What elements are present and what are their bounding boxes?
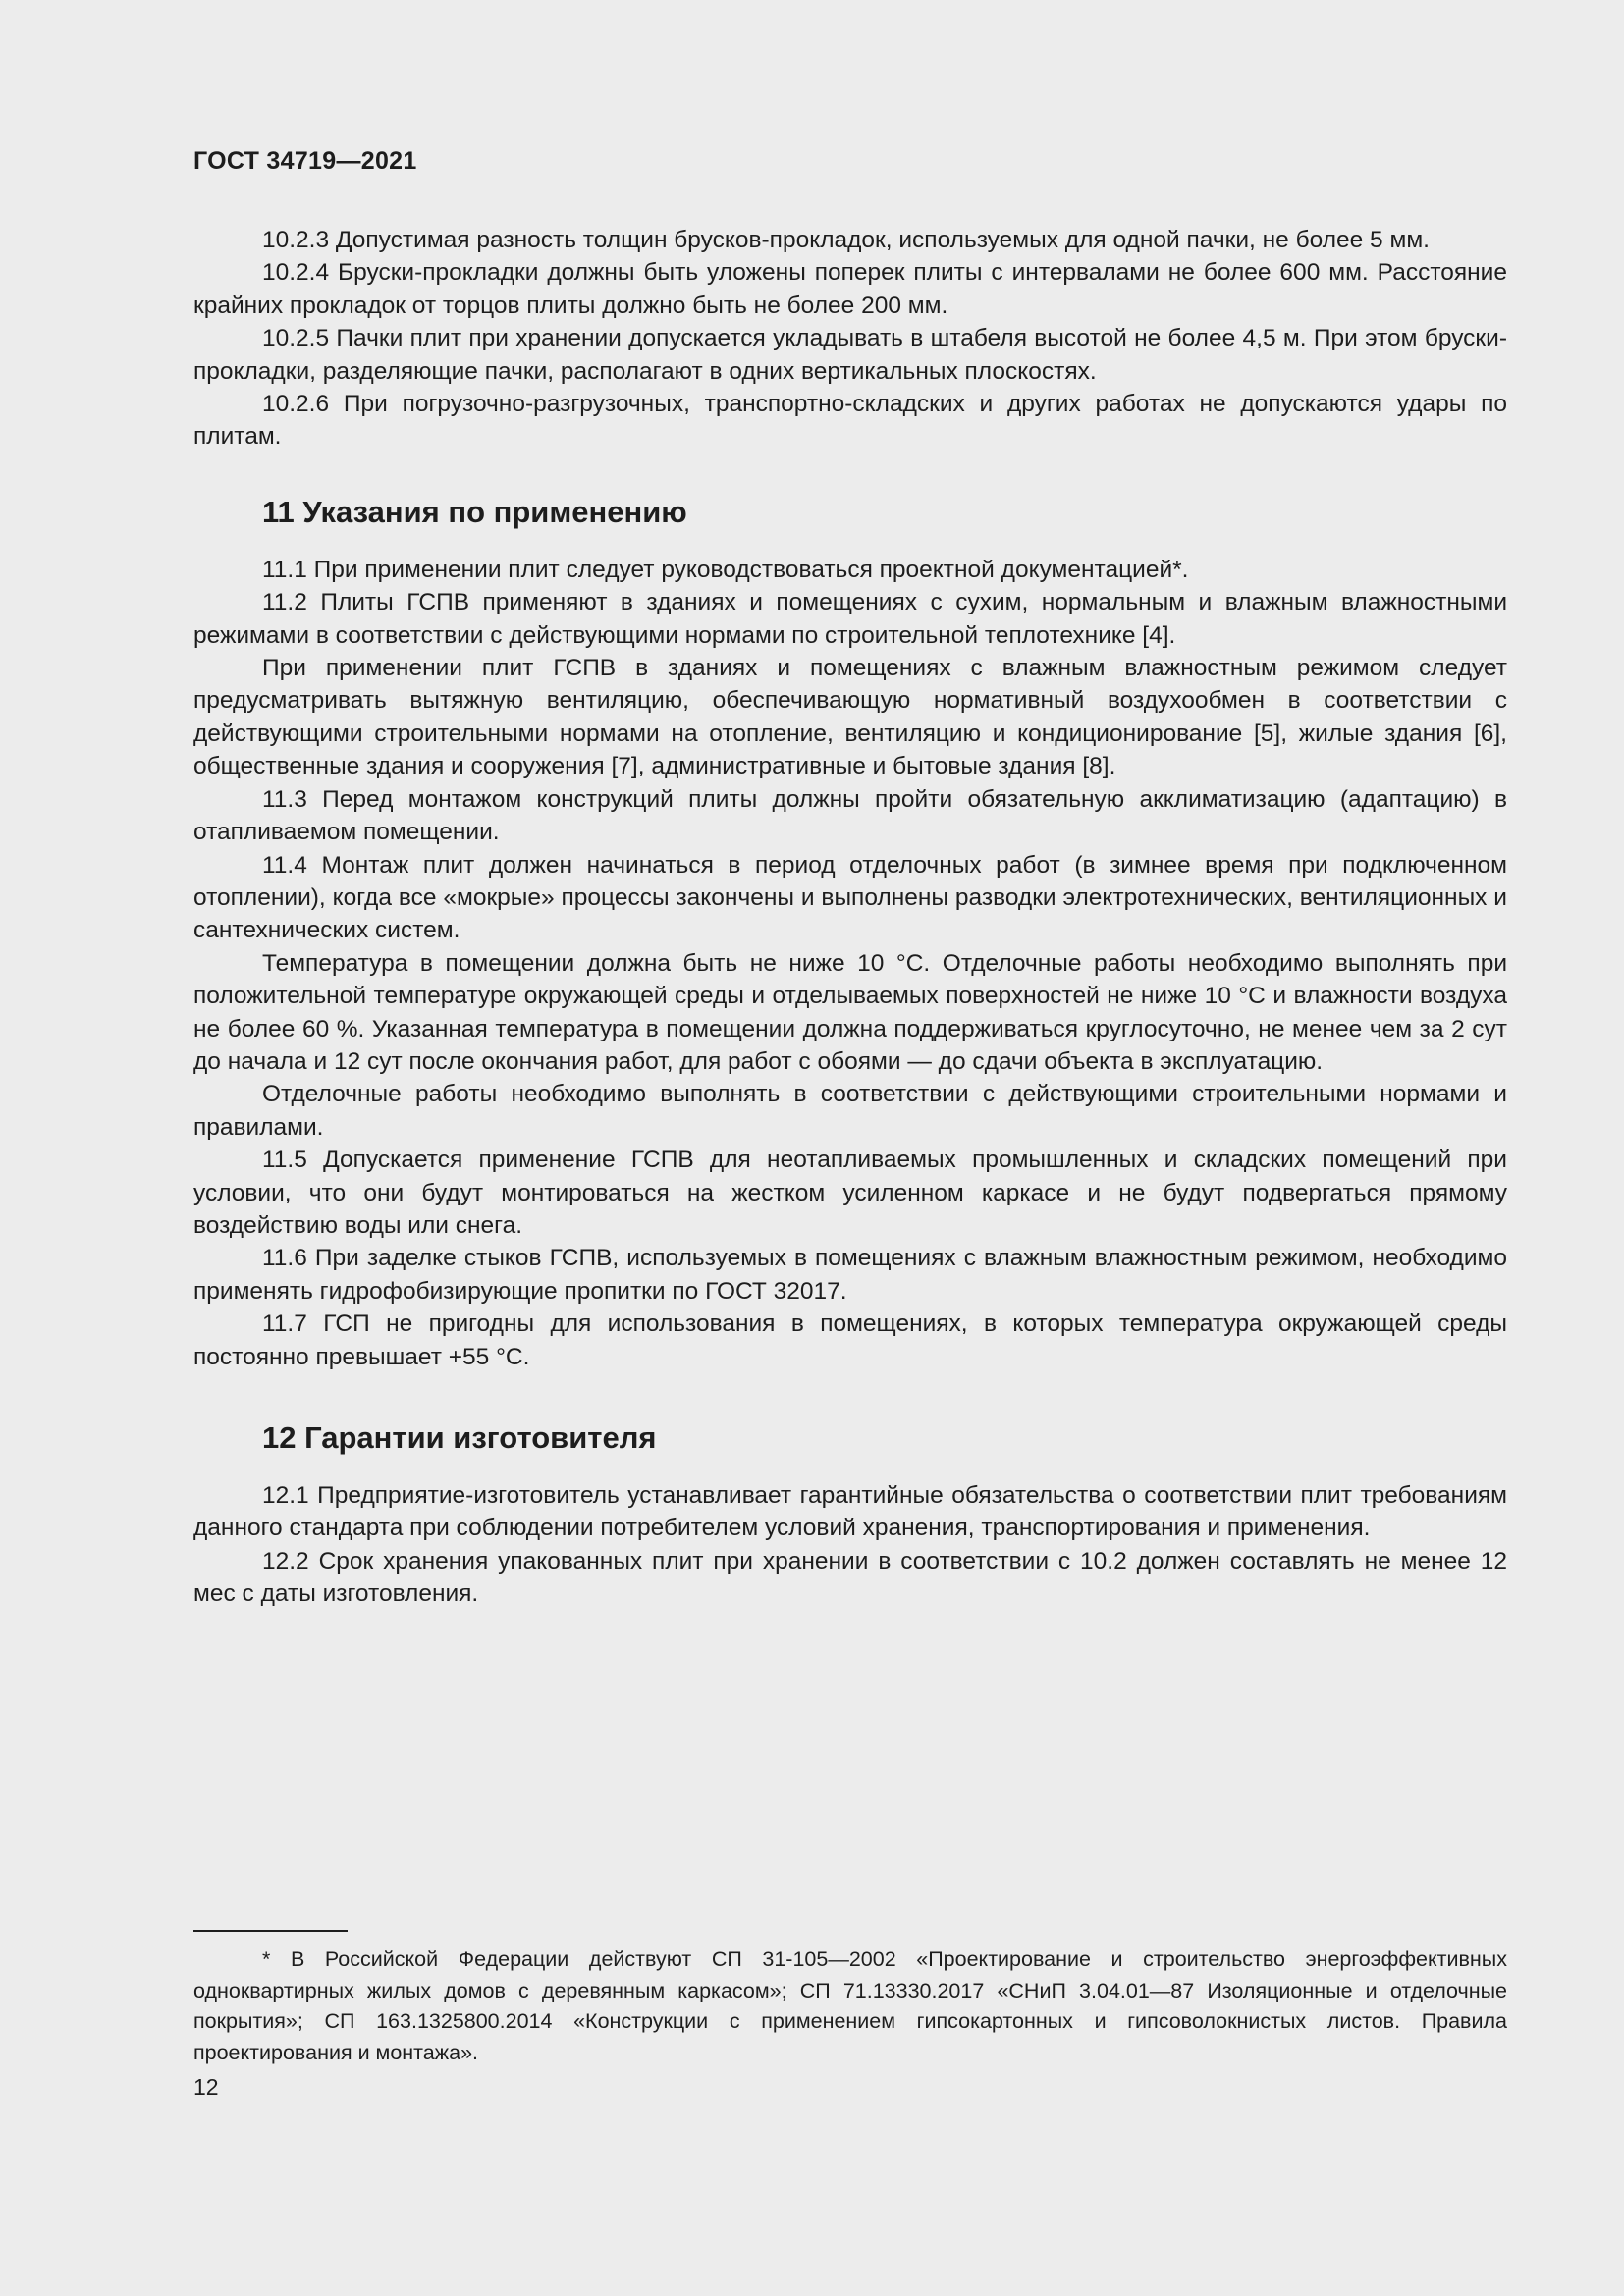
document-body: [193, 224, 1507, 1611]
footnote: * В Российской Федерации действуют СП 31-105—2002 «Проектирование и строительство энергоэффективных одноквартирных жилых домов с деревянным каркасом»; СП 71.13330.2017 «СНиП 3.04.01—87 Изоляционные и отделочные покрытия»; СП 163.1325800.2014 «Конструкции с применением гипсокартонных и гипсоволокнистых листов. Правила проектирования и монтажа».: [193, 1948, 1507, 2064]
section-11-heading: 11 Указания по применению: [262, 494, 687, 529]
page-number: 12: [193, 2074, 219, 2100]
paragraph-10-2-5: 10.2.5 Пачки плит при хранении допускается укладывать в штабеля высотой не более 4,5 м. При этом бруски-прокладки, разделяющие пачки, располагают в одних вертикальных плоскостях.: [193, 325, 1507, 385]
footnote-separator: [193, 1930, 348, 1932]
paragraph-11-5: 11.5 Допускается применение ГСПВ для неотапливаемых промышленных и складских помещений при условии, что они будут монтироваться на жестком усиленном каркасе и не будут подвергаться прямому воздействию воды или снега.: [193, 1147, 1507, 1239]
paragraph-10-2-4: 10.2.4 Бруски-прокладки должны быть уложены поперек плиты с интервалами не более 600 мм. Расстояние крайних прокладок от торцов плиты должно быть не более 200 мм.: [193, 259, 1507, 319]
paragraph-11-4: 11.4 Монтаж плит должен начинаться в период отделочных работ (в зимнее время при подключенном отоплении), когда все «мокрые» процессы закончены и выполнены разводки электротехнических, вентиляционных и сантехнических систем.: [193, 851, 1507, 944]
paragraph-10-2-6: 10.2.6 При погрузочно-разгрузочных, транспортно-складских и других работах не допускаются удары по плитам.: [193, 391, 1507, 451]
paragraph-11-1: 11.1 При применении плит следует руководствоваться проектной документацией*.: [262, 556, 1189, 583]
paragraph-12-1: 12.1 Предприятие-изготовитель устанавливает гарантийные обязательства о соответствии плит требованиям данного стандарта при соблюдении потребителем условий хранения, транспортирования и применения.: [193, 1482, 1507, 1542]
paragraph-11-7: 11.7 ГСП не пригодны для использования в помещениях, в которых температура окружающей среды постоянно превышает +55 °С.: [193, 1310, 1507, 1370]
paragraph-10-2-3: 10.2.3 Допустимая разность толщин брусков-прокладок, используемых для одной пачки, не более 5 мм.: [262, 227, 1430, 253]
paragraph-11-2-ventilation: При применении плит ГСПВ в зданиях и помещениях с влажным влажностным режимом следует предусматривать вытяжную вентиляцию, обеспечивающую нормативный воздухообмен в соответствии с действующими строительными нормами на отопление, вентиляцию и кондиционирование [5], жилые здания [6], общественные здания и сооружения [7], административные и бытовые здания [8].: [193, 655, 1507, 780]
paragraph-11-3: 11.3 Перед монтажом конструкций плиты должны пройти обязательную акклиматизацию (адаптацию) в отапливаемом помещении.: [193, 785, 1507, 846]
paragraph-11-2: 11.2 Плиты ГСПВ применяют в зданиях и помещениях с сухим, нормальным и влажным влажностными режимами в соответствии с действующими нормами по строительной теплотехнике [4].: [193, 589, 1507, 649]
paragraph-11-6: 11.6 При заделке стыков ГСПВ, используемых в помещениях с влажным влажностным режимом, необходимо применять гидрофобизирующие пропитки по ГОСТ 32017.: [193, 1245, 1507, 1305]
paragraph-11-4-finishing: Отделочные работы необходимо выполнять в соответствии с действующими строительными нормами и правилами.: [193, 1081, 1507, 1141]
paragraph-12-2: 12.2 Срок хранения упакованных плит при хранении в соответствии с 10.2 должен составлять не менее 12 мес с даты изготовления.: [193, 1547, 1507, 1608]
document-header: ГОСТ 34719—2021: [193, 147, 417, 175]
paragraph-11-4-temperature: Температура в помещении должна быть не ниже 10 °С. Отделочные работы необходимо выполнять при положительной температуре окружающей среды и отделываемых поверхностей не ниже 10 °С и влажности воздуха не более 60 %. Указанная температура в помещении должна поддерживаться круглосуточно, не менее чем за 2 сут до начала и 12 сут после окончания работ, для работ с обоями — до сдачи объекта в эксплуатацию.: [193, 949, 1507, 1075]
section-12-heading: 12 Гарантии изготовителя: [262, 1420, 657, 1455]
